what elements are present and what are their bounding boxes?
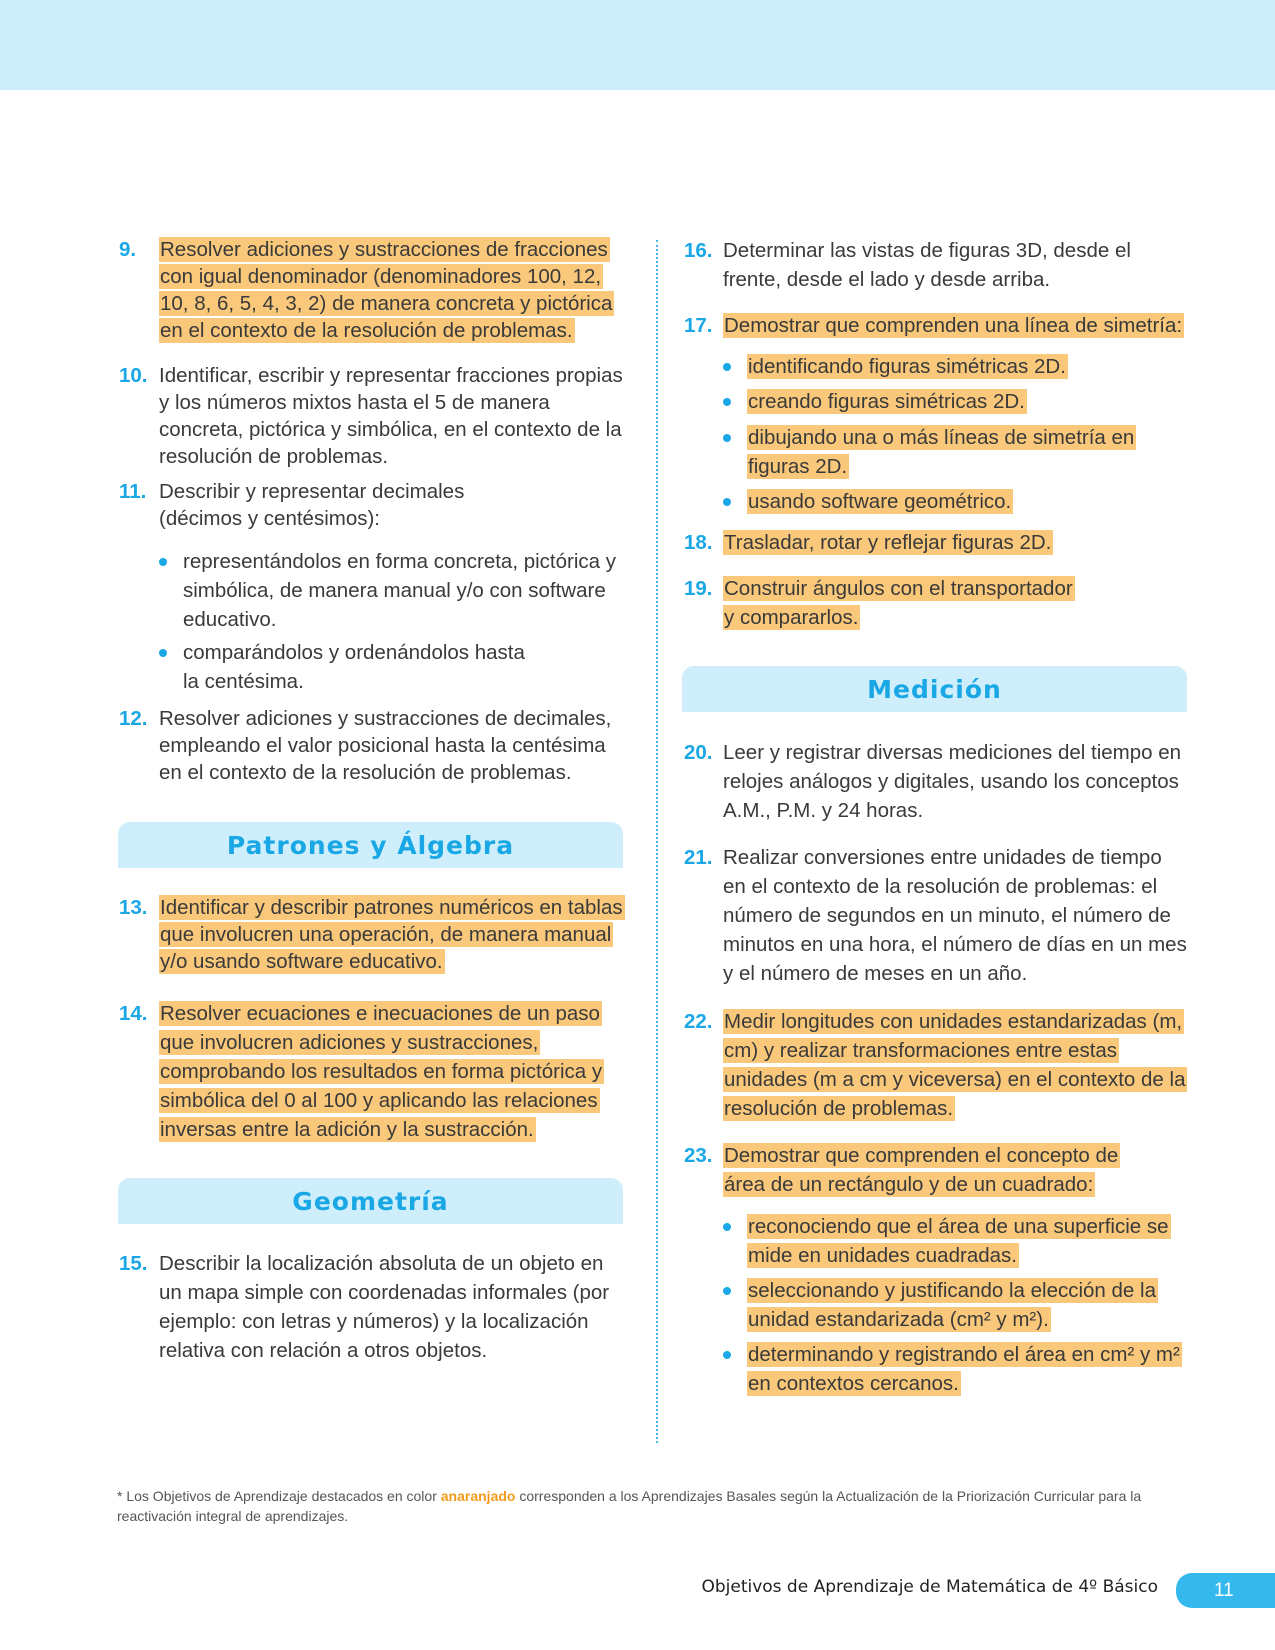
bullet-text: comparándolos y ordenándolos hasta la centésima.	[183, 641, 525, 693]
objective-20	[684, 738, 1190, 825]
objective-text: Describir y representar decimales (décimos y centésimos):	[159, 480, 465, 530]
objective-14	[119, 999, 609, 1144]
bullet-icon	[723, 1351, 731, 1359]
objective-text: Realizar conversiones entre unidades de tiempo en el contexto de la resolución de problemas: el número de segundos en un minuto, el número de minutos en una hora, el número de días en un mes y el número de meses en un año.	[723, 846, 1187, 985]
bullet-icon	[723, 398, 731, 406]
bullet-item	[723, 1340, 1188, 1398]
objective-number: 17.	[684, 314, 713, 337]
bullet-item	[723, 387, 1163, 416]
objective-text: Resolver ecuaciones e inecuaciones de un paso que involucren adiciones y sustracciones, comprobando los resultados en forma pictórica y simbólica del 0 al 100 y aplicando las relaciones inversas entre la adición y la sustracción.	[160, 1002, 603, 1141]
objective-number: 22.	[684, 1010, 713, 1033]
column-divider	[656, 240, 658, 1443]
objective-15	[119, 1249, 624, 1365]
objective-text: Medir longitudes con unidades estandarizadas (m, cm) y realizar transformaciones entre estas unidades (m a cm y viceversa) en el contexto de la resolución de problemas.	[724, 1010, 1186, 1120]
objective-text: Describir la localización absoluta de un objeto en un mapa simple con coordenadas informales (por ejemplo: con letras y números) y la localización relativa con relación a otros objetos.	[159, 1252, 610, 1362]
objective-12	[119, 705, 624, 786]
objective-text: Determinar las vistas de figuras 3D, desde el frente, desde el lado y desde arriba.	[723, 239, 1131, 291]
objective-text: Resolver adiciones y sustracciones de fracciones con igual denominador (denominadores 100, 12, 10, 8, 6, 5, 4, 3, 2) de manera concreta y pictórica en el contexto de la resolución de problemas.	[160, 238, 613, 342]
bullet-item	[723, 1212, 1173, 1270]
objective-number: 12.	[119, 707, 148, 730]
bullet-icon	[723, 1287, 731, 1295]
objective-11	[119, 478, 549, 532]
section-header-patrones-algebra: Patrones y Álgebra	[118, 822, 623, 868]
objective-text: Identificar y describir patrones numéricos en tablas que involucren una operación, de manera manual y/o usando software educativo.	[160, 896, 623, 973]
objective-17	[684, 311, 1190, 340]
objective-number: 23.	[684, 1144, 713, 1167]
objective-number: 13.	[119, 896, 148, 919]
objective-16	[684, 236, 1190, 294]
objective-text: Identificar, escribir y representar fracciones propias y los números mixtos hasta el 5 de manera concreta, pictórica y simbólica, en el contexto de la resolución de problemas.	[159, 364, 623, 468]
footnote-text: * Los Objetivos de Aprendizaje destacados en color	[117, 1488, 441, 1504]
bullet-item	[723, 423, 1143, 481]
bullet-icon	[159, 558, 167, 566]
objective-number: 9.	[119, 238, 137, 261]
bullet-icon	[723, 498, 731, 506]
objective-number: 19.	[684, 577, 713, 600]
objective-text: Resolver adiciones y sustracciones de decimales, empleando el valor posicional hasta la centésima en el contexto de la resolución de problemas.	[159, 707, 612, 784]
objective-number: 11.	[119, 480, 147, 503]
bullet-icon	[723, 434, 731, 442]
bullet-text: identificando figuras simétricas 2D.	[748, 355, 1066, 378]
bullet-item	[723, 1276, 1173, 1334]
footnote	[117, 1486, 1197, 1526]
bullet-item	[159, 638, 539, 696]
bullet-icon	[723, 1223, 731, 1231]
footnote-highlight: anaranjado	[440, 1488, 516, 1504]
objective-text: Trasladar, rotar y reflejar figuras 2D.	[724, 531, 1052, 554]
top-band	[0, 0, 1275, 90]
bullet-icon	[723, 363, 731, 371]
bullet-text: creando figuras simétricas 2D.	[748, 390, 1025, 413]
objective-13	[119, 894, 624, 975]
objective-text: Leer y registrar diversas mediciones del tiempo en relojes análogos y digitales, usando los conceptos A.M., P.M. y 24 horas.	[723, 741, 1182, 822]
objective-number: 21.	[684, 846, 713, 869]
bullet-text: seleccionando y justificando la elección de la unidad estandarizada (cm² y m²).	[748, 1279, 1156, 1331]
section-header-medicion: Medición	[682, 666, 1187, 712]
bullet-text: dibujando una o más líneas de simetría en figuras 2D.	[748, 426, 1135, 478]
objective-text: Construir ángulos con el transportador y compararlos.	[724, 577, 1073, 629]
objective-text: Demostrar que comprenden el concepto de área de un rectángulo y de un cuadrado:	[724, 1144, 1119, 1196]
bullet-text: usando software geométrico.	[748, 490, 1012, 513]
section-header-geometria: Geometría	[118, 1178, 623, 1224]
bullet-item	[159, 547, 619, 634]
bullet-item	[723, 487, 1163, 516]
objective-10	[119, 362, 624, 470]
objective-number: 14.	[119, 1002, 148, 1025]
objective-9	[119, 236, 624, 344]
bullet-item	[723, 352, 1163, 381]
objective-text: Demostrar que comprenden una línea de simetría:	[724, 314, 1183, 337]
objective-19	[684, 574, 1084, 632]
footnote-text: corresponden a los Aprendizajes Basales según la Actualización de la Priorización Curricular para la reactivación integral de aprendizajes.	[117, 1488, 1142, 1524]
objective-number: 10.	[119, 364, 148, 387]
objective-21	[684, 843, 1190, 988]
objective-number: 16.	[684, 239, 713, 262]
objective-number: 18.	[684, 531, 713, 554]
bullet-text: reconociendo que el área de una superficie se mide en unidades cuadradas.	[748, 1215, 1169, 1267]
footer-title: Objetivos de Aprendizaje de Matemática de 4º Básico	[701, 1577, 1158, 1597]
objective-22	[684, 1007, 1190, 1123]
objective-23	[684, 1141, 1164, 1199]
objective-18	[684, 528, 1190, 557]
page-number: 11	[1176, 1573, 1275, 1608]
objective-number: 20.	[684, 741, 713, 764]
bullet-text: determinando y registrando el área en cm² y m² en contextos cercanos.	[748, 1343, 1180, 1395]
bullet-icon	[159, 649, 167, 657]
objective-number: 15.	[119, 1252, 148, 1275]
bullet-text: representándolos en forma concreta, pictórica y simbólica, de manera manual y/o con software educativo.	[183, 550, 617, 631]
